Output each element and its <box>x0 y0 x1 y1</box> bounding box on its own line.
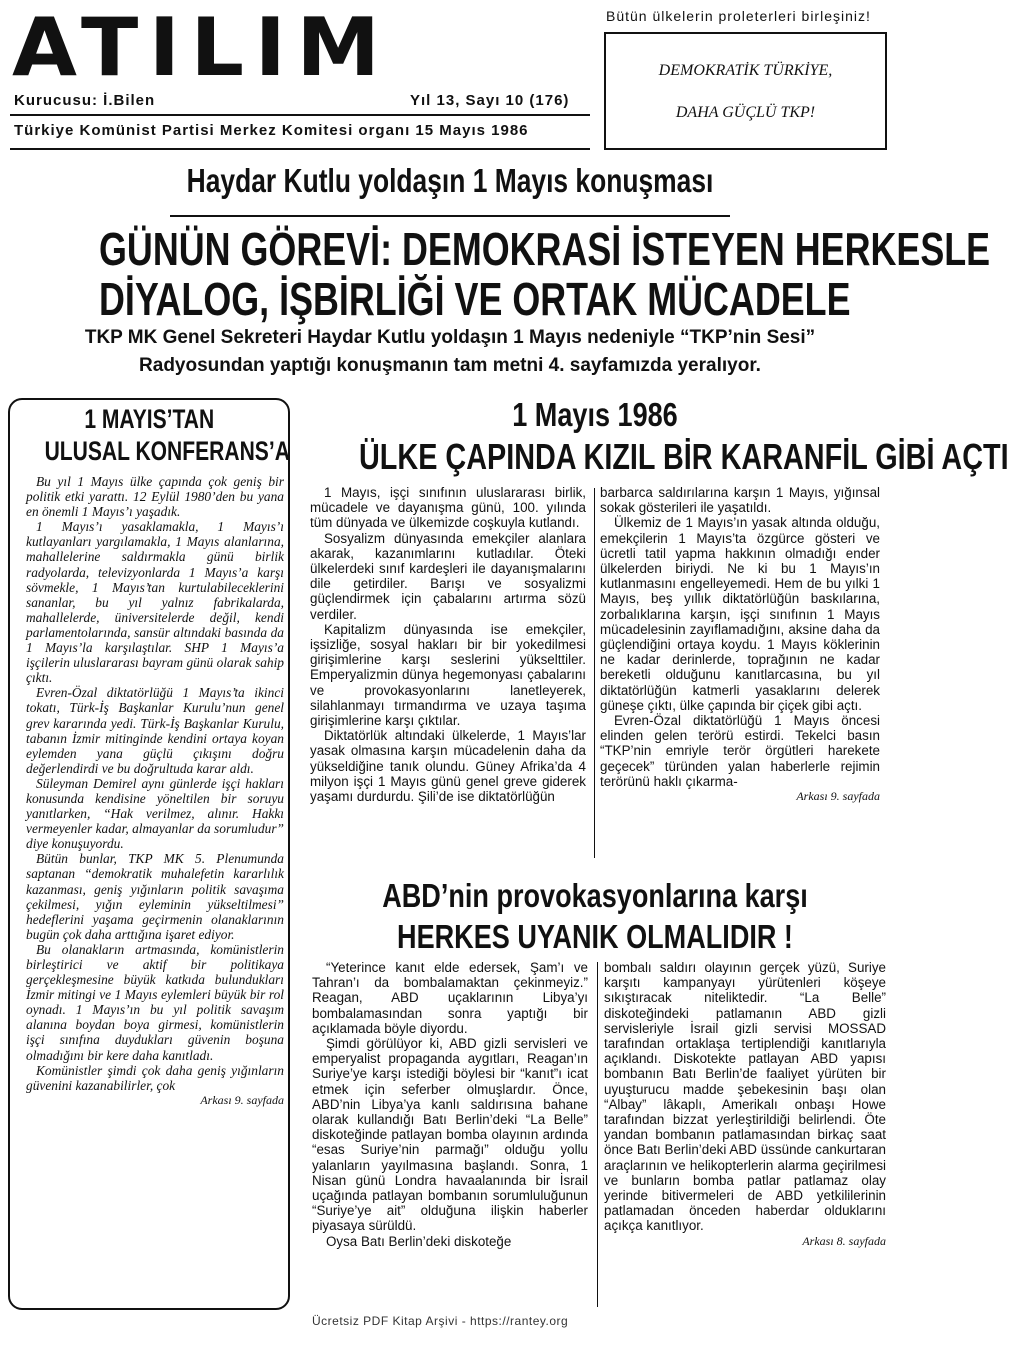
left-article-box <box>8 398 290 1310</box>
article1-title: 1 Mayıs 1986 <box>512 396 678 433</box>
headline-rule <box>170 215 730 217</box>
paragraph: Bu yıl 1 Mayıs ülke çapında çok geniş bir politik etki yarattı. 12 Eylül 1980’den bu yana en önemli 1 Mayıs’ı yaşadık. <box>26 474 284 520</box>
left-article-body <box>26 474 284 1108</box>
motto: Bütün ülkelerin proleterleri birleşiniz! <box>606 8 871 24</box>
footer-watermark: Ücretsiz PDF Kitap Arşivi - https://rantey.org <box>312 1314 569 1328</box>
slogan-line: DEMOKRATİK TÜRKİYE, <box>658 62 833 79</box>
column-divider <box>597 962 598 1307</box>
article1-column2 <box>600 485 880 804</box>
main-headline-line1: GÜNÜN GÖREVİ: DEMOKRASİ İSTEYEN HERKESLE <box>99 223 991 275</box>
paragraph: “Yeterince kanıt elde edersek, Şam’ı ve Tahran’ı da bombalamaktan çekinmeyiz.” Reagan, ABD uçaklarının Libya’yı bombalamasından sonra yaptığı bir açıklamada böyle diyordu. <box>312 960 588 1036</box>
paragraph: Bütün bunlar, TKP MK 5. Plenumunda saptanan “demokratik muhalefetin kararlılık kazanması, geniş yığınların politik savaşıma çekilmesi, yığın eyleminin yükseltilmesi” hedeflerini yaşama geçirmenin olanaklarının bugün çok daha arttığına işaret ediyor. <box>26 851 284 942</box>
main-headline-line2: DİYALOG, İŞBİRLİĞİ VE ORTAK MÜCADELE <box>99 273 851 325</box>
left-article-head <box>10 404 288 435</box>
paragraph: Şimdi görülüyor ki, ABD gizli servisleri ve emperyalist propaganda aygıtları, Reagan’ın Suriye’ye karşı istediği böylesi bir “kanıt”ı icat etmek için seferber olmuşlardır. Önce, ABD’nin Libya’ya kanlı saldırısına bahane olarak kullandığı Batı Berlin’deki “La Belle” diskoteğinde patlayan bomba olayının ardında “esas Suriye’nin parmağı” olduğu yollu yalanların yayılmasına başlandı. Sonra, 1 Nisan günü Londra havaalanında bir İsrail uçağında patlayan bombanın sorumluluğunun “Suriye’ye ait” olduğuna ilişkin haberler piyasaya sürüldü. <box>312 1036 588 1234</box>
continued-note: Arkası 9. sayfada <box>796 789 880 804</box>
left-article-head-line1: 1 MAYIS’TAN <box>84 404 214 434</box>
paragraph: Diktatörlük altındaki ülkelerde, 1 Mayıs’lar yasak olmasına karşın mücadelenin daha da yükseldiğine tanık olundu. Güney Afrika’da 4 milyon işçi 1 Mayıs günü genel greve giderek yaşamı durdurdu. Şili’de ise diktatörlüğün <box>310 728 586 805</box>
issue-number: Yıl 13, Sayı 10 (176) <box>410 92 570 109</box>
deck-line2: Radyosundan yaptığı konuşmanın tam metni 4. sayfamızda yeralıyor. <box>139 355 761 376</box>
paragraph: Oysa Batı Berlin’deki diskoteğe <box>326 1233 512 1249</box>
article2-column1 <box>312 960 588 1249</box>
paragraph: Komünistler şimdi çok daha geniş yığınların güvenini kazanabilirler, çok <box>26 1062 284 1093</box>
masthead-rule <box>10 114 590 116</box>
deck-line1: TKP MK Genel Sekreteri Haydar Kutlu yoldaşın 1 Mayıs nedeniyle “TKP’nin Sesi” <box>84 327 816 348</box>
paragraph: 1 Mayıs’ı yasaklamakla, 1 Mayıs’ı kutlayanları yargılamakla, 1 Mayıs alanlarına, mahallelerine saldırmakla günü birlik radyolarda, televizyonlarda 1 Mayıs’a karşı sövmekle, 1 Mayıs’tan kurtulabileceklerini sananlar, bu yıl yalnız fabrikalarda, mahallelerde, üniversitelerde değil, kendi parlamentolarında, sansür altındaki basında da 1 Mayıs’la karşılaştılar. SHP 1 Mayıs’a işçilerin uluslararası bayram günü olarak sahip çıktı. <box>26 519 284 686</box>
continued-note: Arkası 8. sayfada <box>802 1233 886 1248</box>
paragraph: Evren-Özal diktatörlüğü 1 Mayıs’ta ikinci tokatı, Türk-İş Başkanlar Kurulu’nun genel grev kararında yedi. Türk-İş Başkanlar Kurulu, tabanın İzmir mitinginde kendini ortaya koyan eylemden yana güçlü çıkışını doğru değerlendirdi ve bu doğrultuda karar aldı. <box>26 685 284 776</box>
newspaper-logo: ATILIM <box>12 1 391 94</box>
paragraph: barbarca saldırılarına karşın 1 Mayıs, yığınsal sokak gösterileri ile yaşatıldı. <box>600 485 880 516</box>
article2-column2 <box>604 960 886 1249</box>
founder-line: Kurucusu: İ.Bilen <box>14 92 156 109</box>
article2-headline-line2: HERKES UYANIK OLMALIDIR ! <box>397 918 793 955</box>
column-divider <box>594 488 595 858</box>
paragraph: Süleyman Demirel aynı günlerde işçi hakları konusunda kendisine yöneltilen bir soruyu yanıtlarken, “Hak verilmez, alınır. Hakkı vermeyenler kadar, almayanlar da sorumludur” diye konuşuyordu. <box>26 775 284 852</box>
continued-note: Arkası 9. sayfada <box>200 1092 284 1107</box>
masthead-rule <box>10 148 590 150</box>
left-article-head-line2: ULUSAL KONFERANS’A <box>44 436 290 466</box>
slogan-line: DAHA GÜÇLÜ TKP! <box>675 104 816 121</box>
paragraph: Ülkemiz de 1 Mayıs’ın yasak altında olduğu, emekçilerin 1 Mayıs’ta özgürce gösteri ve ücretli tatil yapma hakkının olmadığı ender ülkelerden biriydi. Ne ki bu 1 Mayıs’ın kutlanmasını engelleyemedi. Hem de bu yılki 1 Mayıs, beş yıllık diktatörlüğün baskılarına, zorbalıklarına karşın, işçi sınıfının 1 Mayıs mücadelesinin zayıflamadığını, aksine daha da güçlendiğini ortaya koydu. 1 Mayıs köklerinin ne kadar derinlerde, toprağının ne kadar bereketli olduğunu kanıtlarcasına, bu yıl diktatörlüğün katmerli yasaklarını delerek güneşe çıktı, ülke çapında bir çiçek gibi açtı. <box>600 515 880 713</box>
paragraph: bombalı saldırı olayının gerçek yüzü, Suriye karşıtı kampanyayı yürütenleri köşeye sıkıştıracak niteliktedir. “La Belle” diskoteğindeki patlamanın ABD gizli servisleriyle İsrail gizli servisi MOSSAD tarafından ortaklaşa tertiplendiği kanıtlarıyla açıklandı. Diskotekte patlayan ABD yapısı bombanın Batı Berlin’de faaliyet yürüten bir uyuşturucu madde şebekesinin başı olan “Albay” lâkaplı, Amerikalı onbaşı Howe tarafından bizzat yerleştirildiği belirlendi. Öte yandan bombanın patlamasından birkaç saat önce Batı Berlin’deki ABD üssünde cankurtaran araçlarının ve helikopterlerin alarma geçirilmesi ve bunların bomba patlar patlamaz olay yerinde bitivermeleri de ABD yetkililerinin patlamadan önceden haberdar olduklarını açıkça kanıtlıyor. <box>604 960 886 1234</box>
slogan-box <box>604 32 887 150</box>
paragraph: Sosyalizm dünyasında emekçiler alanlara akarak, kazanımlarını kutladılar. Öteki ülkelerdeki sınıf kardeşleri ile dayanışmalarını dile getirdiler. Barışı ve sosyalizmi güçlendirmek için çabalarını artırma sözü verdiler. <box>310 530 586 622</box>
kicker-headline: Haydar Kutlu yoldaşın 1 Mayıs konuşması <box>186 162 714 199</box>
paragraph: Bu olanakların artmasında, komünistlerin birleştirici ve aktif bir politikaya gerçekleşmesine büyük katkıda bulundukları İzmir mitingi ve 1 Mayıs eylemleri büyük bir rol oynadı. 1 Mayıs’ın bu yıl politik savaşım alanına boydan boya girmesi, komünistlerin işçi sınıfına duydukları güvenin boşuna olmadığını bir kere daha kanıtladı. <box>26 941 284 1063</box>
left-article-head <box>10 436 288 467</box>
article1-headline: ÜLKE ÇAPINDA KIZIL BİR KARANFİL GİBİ AÇTI <box>359 436 1009 477</box>
article1-column1 <box>310 485 586 804</box>
article2-headline-line1: ABD’nin provokasyonlarına karşı <box>382 877 808 914</box>
paragraph: Evren-Özal diktatörlüğü 1 Mayıs öncesi elinden gelen terörü estirdi. Tekelci basın “TKP’nin emriyle terör örgütleri harekete geçecek” türünden yalan haberlerle rejimin terörünü haklı çıkarma- <box>600 713 880 789</box>
organ-line: Türkiye Komünist Partisi Merkez Komitesi organı 15 Mayıs 1986 <box>14 122 529 139</box>
paragraph: Kapitalizm dünyasında ise emekçiler, işsizliğe, sosyal hakları bir bir yokedilmesi girişimlerine karşı seslerini yükselttiler. Emperyalizmin dünya hegemonyası çabalarını ve provokasyonlarını lanetleyerek, silahlanmayı tırmandırma ve uzaya taşıma girişimlerine karşı çıktılar. <box>310 621 586 729</box>
paragraph: 1 Mayıs, işçi sınıfının uluslararası birlik, mücadele ve dayanışma günü, 100. yılında tüm dünyada ve ülkemizde coşkuyla kutlandı. <box>310 485 586 531</box>
